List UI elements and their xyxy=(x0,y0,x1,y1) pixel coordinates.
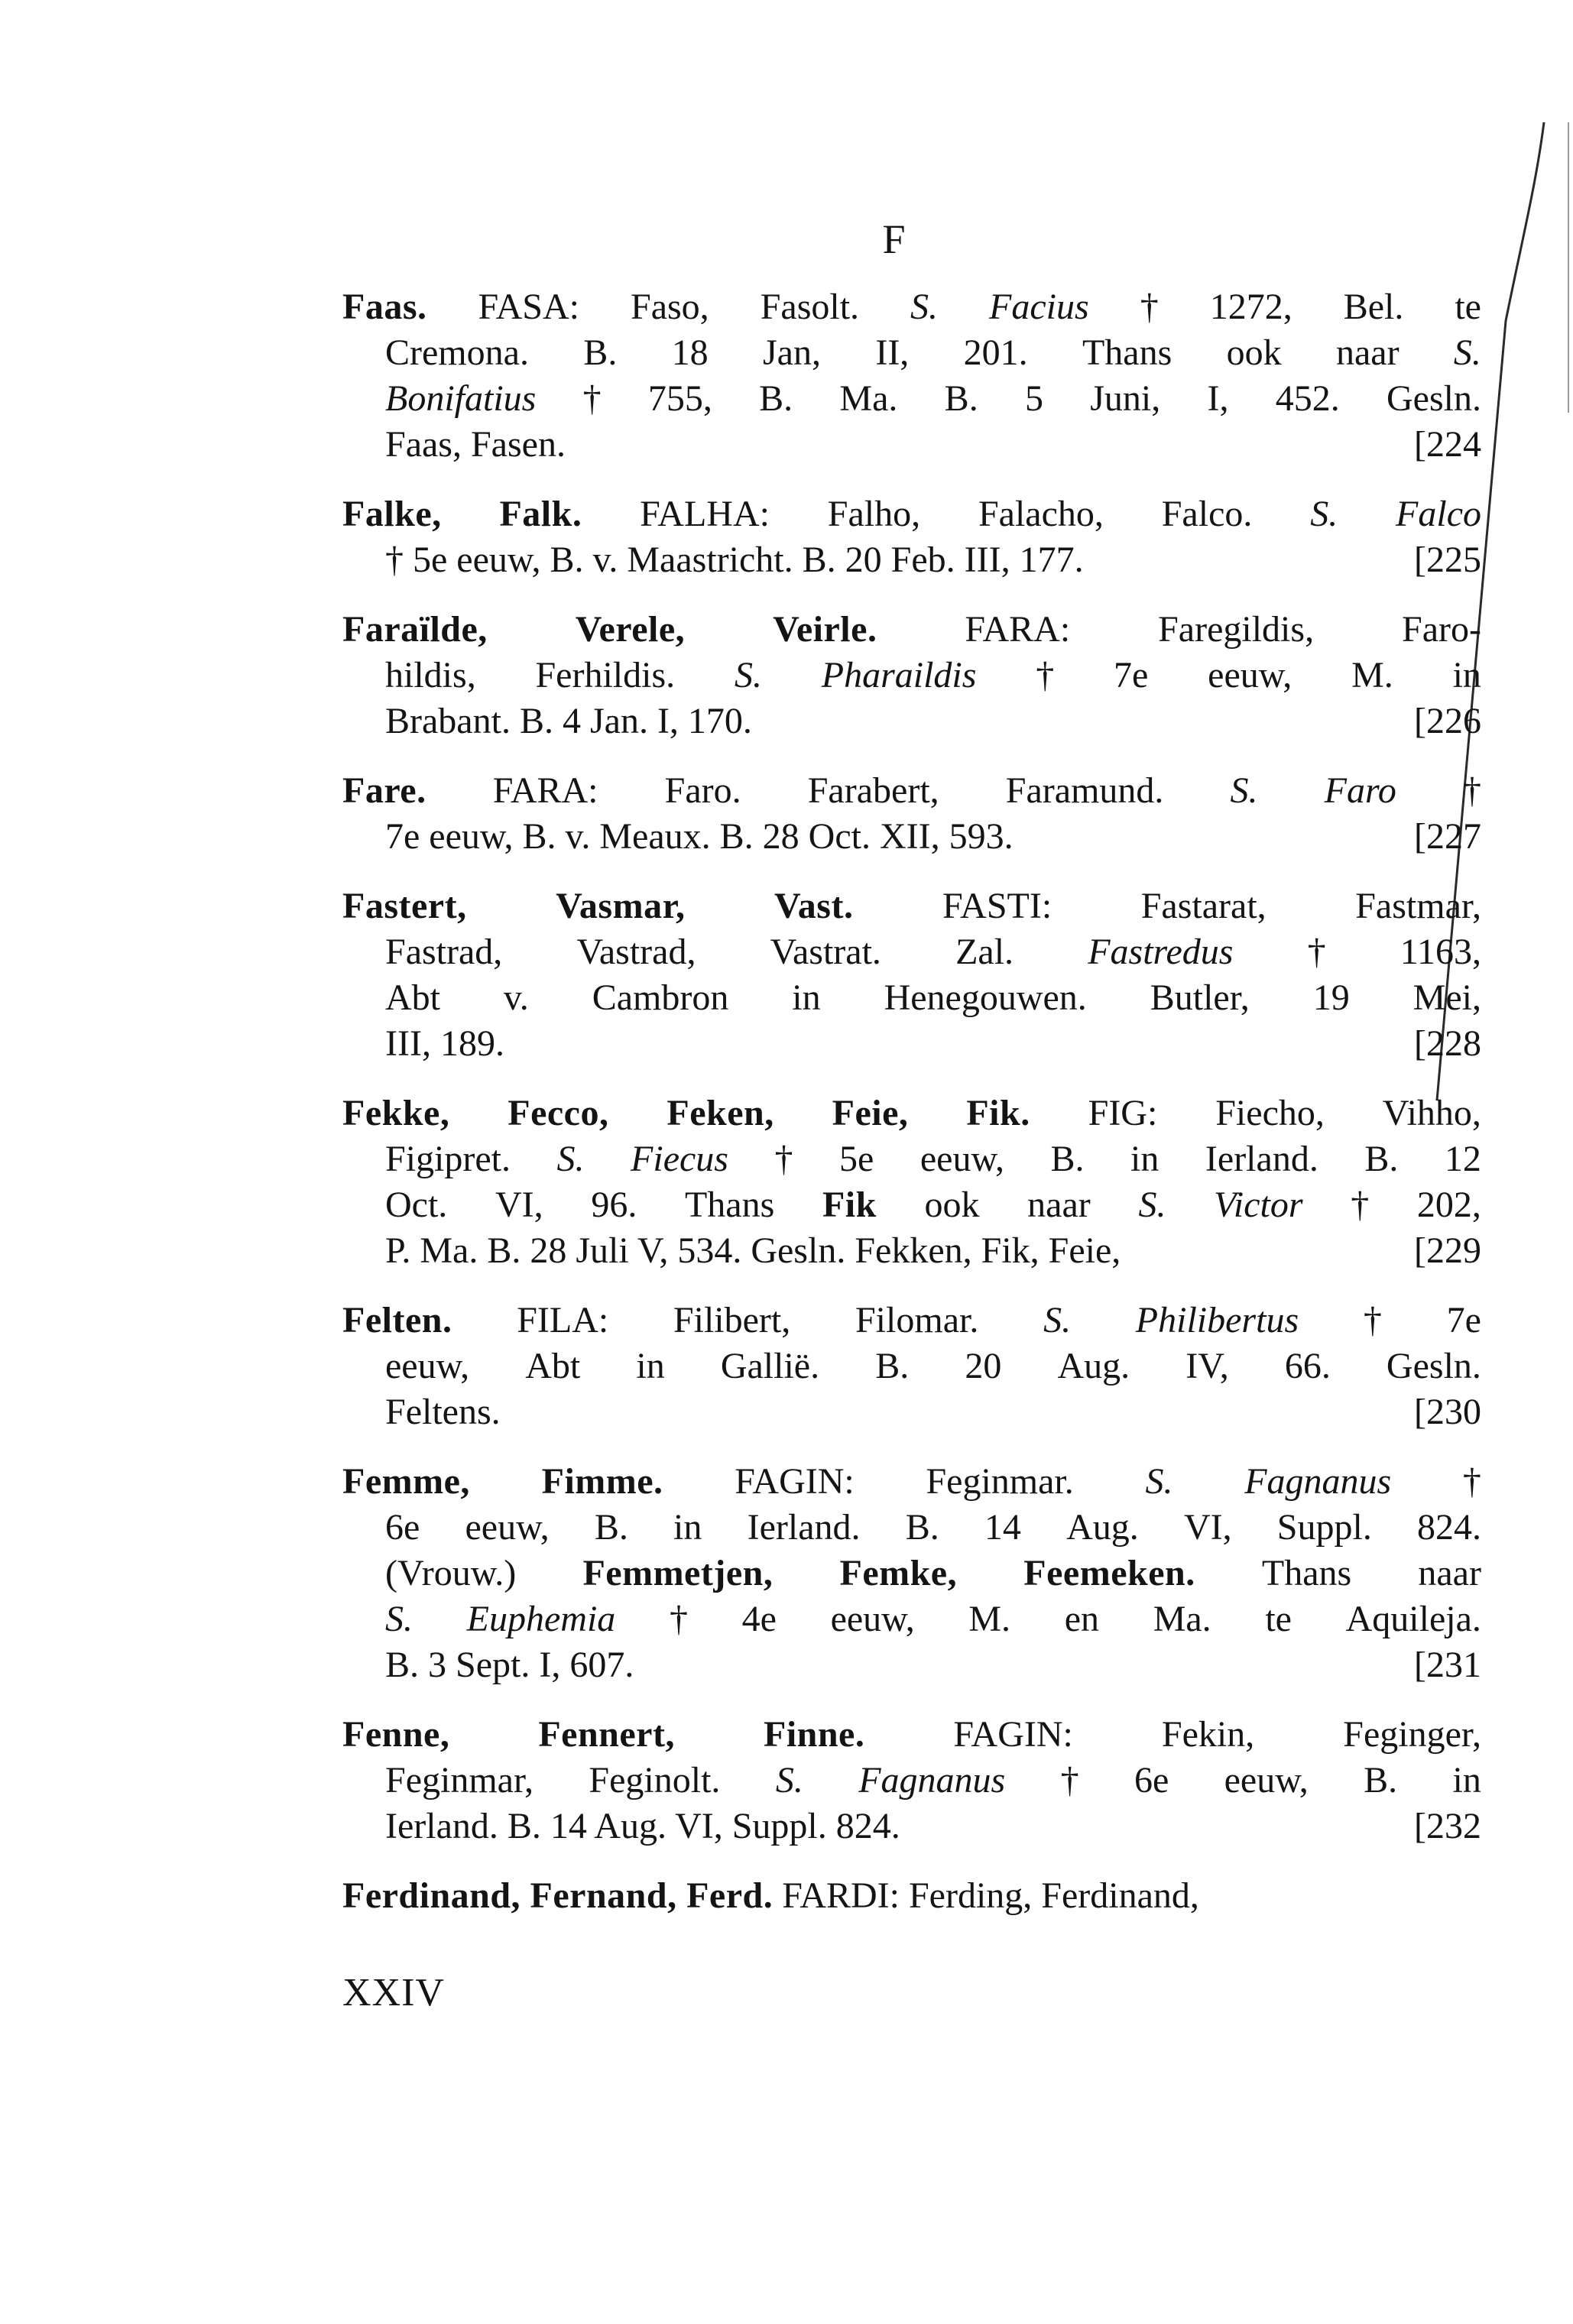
entry-word: Falco xyxy=(1396,494,1481,534)
entry-word: † xyxy=(1140,287,1159,327)
entry-word: Philibertus xyxy=(1135,1300,1299,1340)
entry-word: Cremona. xyxy=(385,332,529,373)
entry-word: te xyxy=(1265,1599,1292,1639)
entry-line xyxy=(342,1228,1481,1274)
entry-word: † xyxy=(669,1599,688,1639)
entry-word: I, xyxy=(1207,378,1229,419)
entry-word: † xyxy=(1363,1300,1382,1340)
entry-text: Ferdinand, Fernand, Ferd. xyxy=(342,1875,774,1916)
dictionary-entry xyxy=(342,491,1481,583)
entry-word: Fekin, xyxy=(1161,1714,1255,1755)
entry-line xyxy=(342,1344,1481,1389)
entry-word: Abt xyxy=(525,1346,581,1386)
entry-word: Faro- xyxy=(1402,609,1481,650)
entry-word: † xyxy=(1351,1185,1370,1225)
entry-word: Femmetjen, xyxy=(582,1553,774,1593)
entry-line xyxy=(342,1551,1481,1596)
entry-line xyxy=(342,491,1481,537)
entry-word: Farabert, xyxy=(807,770,939,811)
entry-reference-number: [231 xyxy=(1414,1645,1481,1685)
entry-word: Faas. xyxy=(342,287,427,327)
entry-word: Aug. xyxy=(1057,1346,1130,1386)
entry-word: Finne. xyxy=(764,1714,865,1755)
entry-word: 6e xyxy=(385,1507,420,1548)
entry-line xyxy=(342,422,1481,468)
entry-word: Jan, xyxy=(763,332,821,373)
dictionary-entries xyxy=(342,284,1481,1943)
entry-word: Fasolt. xyxy=(760,287,860,327)
entry-word: Feken, xyxy=(666,1093,774,1133)
entry-text: FARDI: Ferding, Ferdinand, xyxy=(773,1875,1199,1916)
entry-word: eeuw, xyxy=(385,1346,470,1386)
entry-word: 201. xyxy=(963,332,1028,373)
entry-word: S. xyxy=(1138,1185,1166,1225)
entry-line xyxy=(342,1804,1481,1849)
entry-word: Fiecho, xyxy=(1215,1093,1325,1133)
entry-word: 5 xyxy=(1024,378,1043,419)
entry-text: III, 189. xyxy=(385,1023,504,1064)
entry-word: FAGIN: xyxy=(735,1461,855,1502)
entry-word: Fastert, xyxy=(342,886,467,926)
entry-word: te xyxy=(1455,287,1481,327)
entry-word: Falco. xyxy=(1161,494,1253,534)
entry-word: B. xyxy=(759,378,793,419)
entry-line xyxy=(342,1505,1481,1551)
entry-word: FALHA: xyxy=(640,494,770,534)
entry-word: S. xyxy=(910,287,939,327)
entry-word: Gesln. xyxy=(1387,378,1481,419)
entry-word: 1163, xyxy=(1399,932,1481,972)
entry-reference-number: [226 xyxy=(1414,701,1481,741)
entry-word: Vastrad, xyxy=(576,932,696,972)
entry-text: Ierland. B. 14 Aug. VI, Suppl. 824. xyxy=(385,1806,900,1846)
entry-word: Feginolt. xyxy=(589,1760,721,1801)
entry-word: eeuw, xyxy=(830,1599,915,1639)
entry-word: 19 xyxy=(1312,977,1350,1018)
entry-word: Fastarat, xyxy=(1140,886,1267,926)
signature-mark: XXIV xyxy=(342,1971,445,2014)
entry-word: Femke, xyxy=(839,1553,958,1593)
dictionary-entry xyxy=(342,768,1481,860)
entry-line xyxy=(342,768,1481,814)
entry-line xyxy=(342,537,1481,583)
entry-word: B. xyxy=(583,332,618,373)
entry-word: B. xyxy=(1364,1139,1399,1179)
entry-word: Faramund. xyxy=(1005,770,1164,811)
entry-reference-number: [232 xyxy=(1414,1806,1481,1846)
entry-word: Juni, xyxy=(1090,378,1161,419)
entry-word: S. xyxy=(734,655,762,695)
entry-word: eeuw, xyxy=(465,1507,550,1548)
entry-word: in xyxy=(1130,1139,1159,1179)
entry-word: Fastmar, xyxy=(1355,886,1481,926)
entry-word: Ferhildis. xyxy=(535,655,676,695)
entry-reference-number: [227 xyxy=(1414,816,1481,857)
entry-line xyxy=(342,1758,1481,1804)
entry-word: Fennert, xyxy=(538,1714,675,1755)
entry-word: S. xyxy=(1310,494,1338,534)
entry-word: Mei, xyxy=(1412,977,1481,1018)
entry-text: † 5e eeuw, B. v. Maastricht. B. 20 Feb. III, 177. xyxy=(385,540,1084,580)
entry-word: in xyxy=(636,1346,665,1386)
entry-word: Victor xyxy=(1214,1185,1303,1225)
entry-word: FASTI: xyxy=(942,886,1052,926)
entry-text: Feltens. xyxy=(385,1392,501,1432)
entry-word: Fiecus xyxy=(631,1139,728,1179)
entry-word: Faro xyxy=(1324,770,1396,811)
entry-word: Fagnanus xyxy=(858,1760,1006,1801)
entry-word: Thans xyxy=(684,1185,775,1225)
entry-line xyxy=(342,814,1481,860)
entry-word: Felten. xyxy=(342,1300,452,1340)
entry-word: † xyxy=(1463,770,1481,811)
entry-word: Falke, xyxy=(342,494,442,534)
entry-word: Vast. xyxy=(774,886,854,926)
entry-word: v. xyxy=(503,977,529,1018)
entry-word: Oct. xyxy=(385,1185,448,1225)
entry-word: Filomar. xyxy=(855,1300,979,1340)
dictionary-entry xyxy=(342,1091,1481,1274)
entry-word: Femme, xyxy=(342,1461,470,1502)
entry-word: hildis, xyxy=(385,655,476,695)
entry-word: Henegouwen. xyxy=(884,977,1087,1018)
entry-word: FAGIN: xyxy=(953,1714,1073,1755)
entry-word: Fare. xyxy=(342,770,426,811)
entry-word: Feginger, xyxy=(1343,1714,1481,1755)
entry-text: P. Ma. B. 28 Juli V, 534. Gesln. Fekken, Fik, Feie, xyxy=(385,1230,1121,1271)
entry-word: S. xyxy=(1043,1300,1072,1340)
entry-word: S. xyxy=(385,1599,413,1639)
entry-word: Faraïlde, xyxy=(342,609,488,650)
entry-word: in xyxy=(792,977,821,1018)
entry-word: Feemeken. xyxy=(1023,1553,1195,1593)
dictionary-entry xyxy=(342,1298,1481,1435)
entry-word: Feginmar. xyxy=(926,1461,1074,1502)
entry-word: Zal. xyxy=(955,932,1014,972)
entry-word: Gesln. xyxy=(1386,1346,1481,1386)
entry-word: 14 xyxy=(984,1507,1021,1548)
entry-word: Faso, xyxy=(631,287,709,327)
entry-word: en xyxy=(1064,1599,1100,1639)
entry-word: S. xyxy=(556,1139,585,1179)
entry-line xyxy=(342,929,1481,975)
entry-word: B. xyxy=(594,1507,628,1548)
entry-word: eeuw, xyxy=(1208,655,1292,695)
entry-word: FARA: xyxy=(492,770,598,811)
entry-word: VI, xyxy=(1183,1507,1232,1548)
entry-word: B. xyxy=(944,378,978,419)
entry-line xyxy=(342,284,1481,330)
entry-word: Aug. xyxy=(1066,1507,1139,1548)
entry-word: S. xyxy=(1230,770,1258,811)
entry-word: in xyxy=(673,1507,702,1548)
entry-line xyxy=(342,1136,1481,1182)
entry-word: M. xyxy=(1351,655,1393,695)
entry-word: Butler, xyxy=(1150,977,1250,1018)
dictionary-entry xyxy=(342,284,1481,468)
entry-reference-number: [230 xyxy=(1414,1392,1481,1432)
dictionary-entry xyxy=(342,607,1481,744)
entry-text: 7e eeuw, B. v. Meaux. B. 28 Oct. XII, 593. xyxy=(385,816,1014,857)
entry-word: 20 xyxy=(965,1346,1002,1386)
entry-line xyxy=(342,1298,1481,1344)
entry-word: S. xyxy=(775,1760,803,1801)
entry-word: S. xyxy=(1145,1461,1173,1502)
entry-word: Pharaildis xyxy=(821,655,977,695)
entry-word: Veirle. xyxy=(773,609,877,650)
entry-word: B. xyxy=(1050,1139,1085,1179)
dictionary-entry xyxy=(342,1873,1481,1919)
entry-word: 96. xyxy=(591,1185,637,1225)
entry-word: VI, xyxy=(495,1185,543,1225)
entry-word: 7e xyxy=(1446,1300,1481,1340)
entry-word: naar xyxy=(1027,1185,1091,1225)
entry-word: Verele, xyxy=(575,609,686,650)
entry-word: FASA: xyxy=(478,287,579,327)
entry-line xyxy=(342,1389,1481,1435)
entry-word: Fekke, xyxy=(342,1093,450,1133)
entry-text: Brabant. B. 4 Jan. I, 170. xyxy=(385,701,752,741)
entry-line xyxy=(342,1021,1481,1067)
entry-reference-number: [224 xyxy=(1414,424,1481,465)
entry-word: 18 xyxy=(671,332,709,373)
entry-word: Filibert, xyxy=(673,1300,791,1340)
entry-word: 202, xyxy=(1416,1185,1481,1225)
entry-word: Ierland. xyxy=(747,1507,861,1548)
entry-line xyxy=(342,975,1481,1021)
entry-reference-number: [228 xyxy=(1414,1023,1481,1064)
entry-line xyxy=(342,1182,1481,1228)
entry-word: Abt xyxy=(385,977,440,1018)
entry-word: 452. xyxy=(1275,378,1340,419)
entry-word: 12 xyxy=(1444,1139,1481,1179)
entry-word: Fastrad, xyxy=(385,932,503,972)
entry-line xyxy=(342,330,1481,376)
entry-text: Faas, Fasen. xyxy=(385,424,566,465)
entry-word: Falho, xyxy=(827,494,921,534)
entry-word: Falacho, xyxy=(978,494,1104,534)
entry-line xyxy=(342,698,1481,744)
entry-word: Figipret. xyxy=(385,1139,511,1179)
entry-word: † xyxy=(1060,1760,1079,1801)
entry-line xyxy=(342,607,1481,653)
entry-word: B. xyxy=(875,1346,910,1386)
entry-line xyxy=(342,1712,1481,1758)
entry-word: Suppl. xyxy=(1276,1507,1372,1548)
dictionary-entry xyxy=(342,883,1481,1067)
entry-word: Fastredus xyxy=(1088,932,1234,972)
entry-word: 6e xyxy=(1134,1760,1169,1801)
entry-word: 1272, xyxy=(1209,287,1292,327)
entry-word: Vasmar, xyxy=(556,886,686,926)
entry-word: Fimme. xyxy=(541,1461,663,1502)
entry-word: B. xyxy=(1364,1760,1398,1801)
entry-word: B. xyxy=(905,1507,939,1548)
entry-word: Aquileja. xyxy=(1345,1599,1481,1639)
entry-word: FIG: xyxy=(1088,1093,1158,1133)
entry-word: Feginmar, xyxy=(385,1760,534,1801)
entry-word: Bel. xyxy=(1343,287,1404,327)
entry-word: 755, xyxy=(647,378,712,419)
entry-word: naar xyxy=(1335,332,1399,373)
entry-word: Thans xyxy=(1082,332,1172,373)
entry-word: † xyxy=(1036,655,1055,695)
entry-word: † xyxy=(582,378,602,419)
entry-reference-number: [229 xyxy=(1414,1230,1481,1271)
entry-word: † xyxy=(774,1139,793,1179)
entry-word: Gallië. xyxy=(720,1346,820,1386)
entry-word: FARA: xyxy=(965,609,1071,650)
entry-word: naar xyxy=(1418,1553,1481,1593)
entry-line xyxy=(342,1459,1481,1505)
entry-word: 5e xyxy=(839,1139,874,1179)
entry-word: Cambron xyxy=(592,977,729,1018)
entry-word: Faro. xyxy=(664,770,741,811)
entry-word: Bonifatius xyxy=(385,378,537,419)
entry-word: ook xyxy=(924,1185,980,1225)
entry-word: Falk. xyxy=(499,494,582,534)
entry-word: in xyxy=(1452,655,1481,695)
entry-reference-number: [225 xyxy=(1414,540,1481,580)
entry-word: 7e xyxy=(1114,655,1149,695)
dictionary-entry xyxy=(342,1459,1481,1688)
entry-word: in xyxy=(1452,1760,1481,1801)
entry-word: Fecco, xyxy=(508,1093,609,1133)
entry-line xyxy=(342,883,1481,929)
entry-line xyxy=(342,1642,1481,1688)
dictionary-entry xyxy=(342,1712,1481,1849)
entry-word: 824. xyxy=(1417,1507,1481,1548)
entry-line xyxy=(342,376,1481,422)
entry-word: (Vrouw.) xyxy=(385,1553,517,1593)
entry-word: Fik xyxy=(822,1185,877,1225)
entry-word: † xyxy=(1307,932,1326,972)
entry-word: Faregildis, xyxy=(1158,609,1315,650)
entry-word: Fagnanus xyxy=(1244,1461,1392,1502)
entry-word: Ma. xyxy=(839,378,898,419)
entry-word: M. xyxy=(968,1599,1011,1639)
entry-word: eeuw, xyxy=(919,1139,1004,1179)
entry-word: Feie, xyxy=(832,1093,909,1133)
entry-line xyxy=(342,1091,1481,1136)
entry-text: B. 3 Sept. I, 607. xyxy=(385,1645,634,1685)
entry-word: † xyxy=(1462,1461,1481,1502)
entry-word: II, xyxy=(875,332,910,373)
section-letter-heading: F xyxy=(882,216,907,262)
entry-word: Ierland. xyxy=(1205,1139,1318,1179)
entry-line xyxy=(342,1873,1481,1919)
entry-word: eeuw, xyxy=(1224,1760,1309,1801)
entry-word: Vihho, xyxy=(1382,1093,1481,1133)
entry-word: Euphemia xyxy=(466,1599,616,1639)
entry-word: Fenne, xyxy=(342,1714,450,1755)
entry-word: Fik. xyxy=(966,1093,1030,1133)
entry-word: IV, xyxy=(1185,1346,1229,1386)
entry-word: 4e xyxy=(741,1599,777,1639)
entry-word: 66. xyxy=(1284,1346,1331,1386)
entry-word: S. xyxy=(1453,332,1481,373)
entry-word: Ma. xyxy=(1153,1599,1211,1639)
entry-line xyxy=(342,653,1481,698)
entry-word: Vastrat. xyxy=(770,932,881,972)
entry-word: Facius xyxy=(989,287,1089,327)
entry-line xyxy=(342,1596,1481,1642)
entry-word: ook xyxy=(1226,332,1282,373)
entry-word: FILA: xyxy=(517,1300,609,1340)
entry-word: Thans xyxy=(1261,1553,1352,1593)
